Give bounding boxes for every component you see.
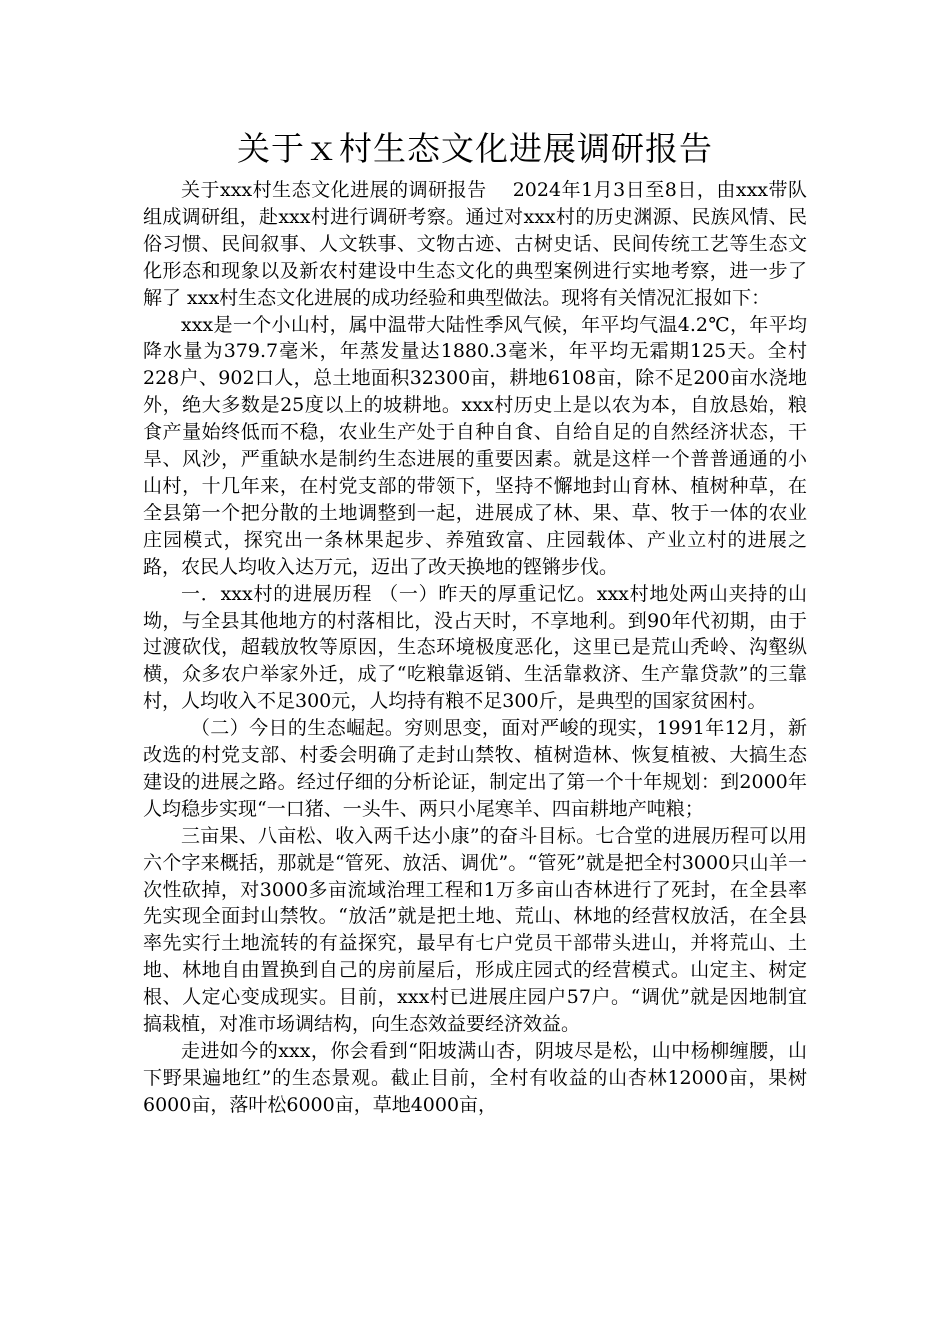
paragraph-intro: 关于xxx村生态文化进展的调研报告 2024年1月3日至8日，由xxx带队组成调研组，赴xxx村进行调研考察。通过对xxx村的历史渊源、民族风情、民俗习惯、民间叙事、人文轶事、文物古迹、古树史话、民间传统工艺等生态文化形态和现象以及新农村建设中生态文化的典型案例进行实地考察，进一步了解了 xxx村生态文化进展的成功经验和典型做法。现将有关情况汇报如下： [143, 179, 807, 309]
document-body [143, 177, 807, 1119]
paragraph-development-path: 三亩果、八亩松、收入两千达小康”的奋斗目标。七合堂的进展历程可以用六个字来概括，那就是“管死、放活、调优”。“管死”就是把全村3000只山羊一次性砍掉，对3000多亩流域治理工程和1万多亩山杏林进行了死封，在全县率先实现全面封山禁牧。“放活”就是把土地、荒山、林地的经营权放活，在全县率先实行土地流转的有益探究，最早有七户党员干部带头进山，并将荒山、土地、林地自由置换到自己的房前屋后，形成庄园式的经营模式。山定主、树定根、人定心变成现实。目前，xxx村已进展庄园户57户。“调优”就是因地制宜搞栽植，对准市场调结构，向生态效益要经济效益。 [143, 824, 807, 1036]
paragraph-ecological-rise: （二）今日的生态崛起。穷则思变，面对严峻的现实，1991年12月，新改选的村党支部、村委会明确了走封山禁牧、植树造林、恢复植被、大搞生态建设的进展之路。经过仔细的分析论证，制定出了第一个十年规划：到2000年人均稳步实现“一口猪、一头牛、两只小尾寒羊、四亩耕地产吨粮； [143, 717, 807, 820]
paragraph-village-overview: xxx是一个小山村，属中温带大陆性季风气候，年平均气温4.2℃，年平均降水量为379.7毫米，年蒸发量达1880.3毫米，年平均无霜期125天。全村228户、902口人，总土地面积32300亩，耕地6108亩，除不足200亩水浇地外，绝大多数是25度以上的坡耕地。xxx村历史上是以农为本，自放恳始，粮食产量始终低而不稳，农业生产处于自种自食、自给自足的自然经济状态，干旱、风沙，严重缺水是制约生态进展的重要因素。就是这样一个普普通通的小山村，十几年来，在村党支部的带领下，坚持不懈地封山育林、植树种草，在全县第一个把分散的土地调整到一起，进展成了林、果、草、牧于一体的农业庄园模式，探究出一条林果起步、养殖致富、庄园载体、产业立村的进展之路，农民人均收入达万元，迈出了改天换地的铿锵步伐。 [143, 313, 807, 578]
document-title: 关于ｘ村生态文化进展调研报告 [237, 129, 713, 168]
paragraph-history: 一．xxx村的进展历程 （一）昨天的厚重记忆。xxx村地处两山夹持的山坳，与全县其他地方的村落相比，没占天时，不享地利。到90年代初期，由于过渡砍伐，超载放牧等原因，生态环境极度恶化，这里已是荒山秃岭、沟壑纵横，众多农户举家外迁，成了“吃粮靠返销、生活靠救济、生产靠贷款”的三靠村，人均收入不足300元，人均持有粮不足300斤，是典型的国家贫困村。 [143, 582, 807, 713]
paragraph-landscape: 走进如今的xxx，你会看到“阳坡满山杏，阴坡尽是松，山中杨柳缠腰，山下野果遍地红”的生态景观。截止目前，全村有收益的山杏林12000亩，果树6000亩，落叶松6000亩，草地4000亩， [143, 1040, 807, 1116]
